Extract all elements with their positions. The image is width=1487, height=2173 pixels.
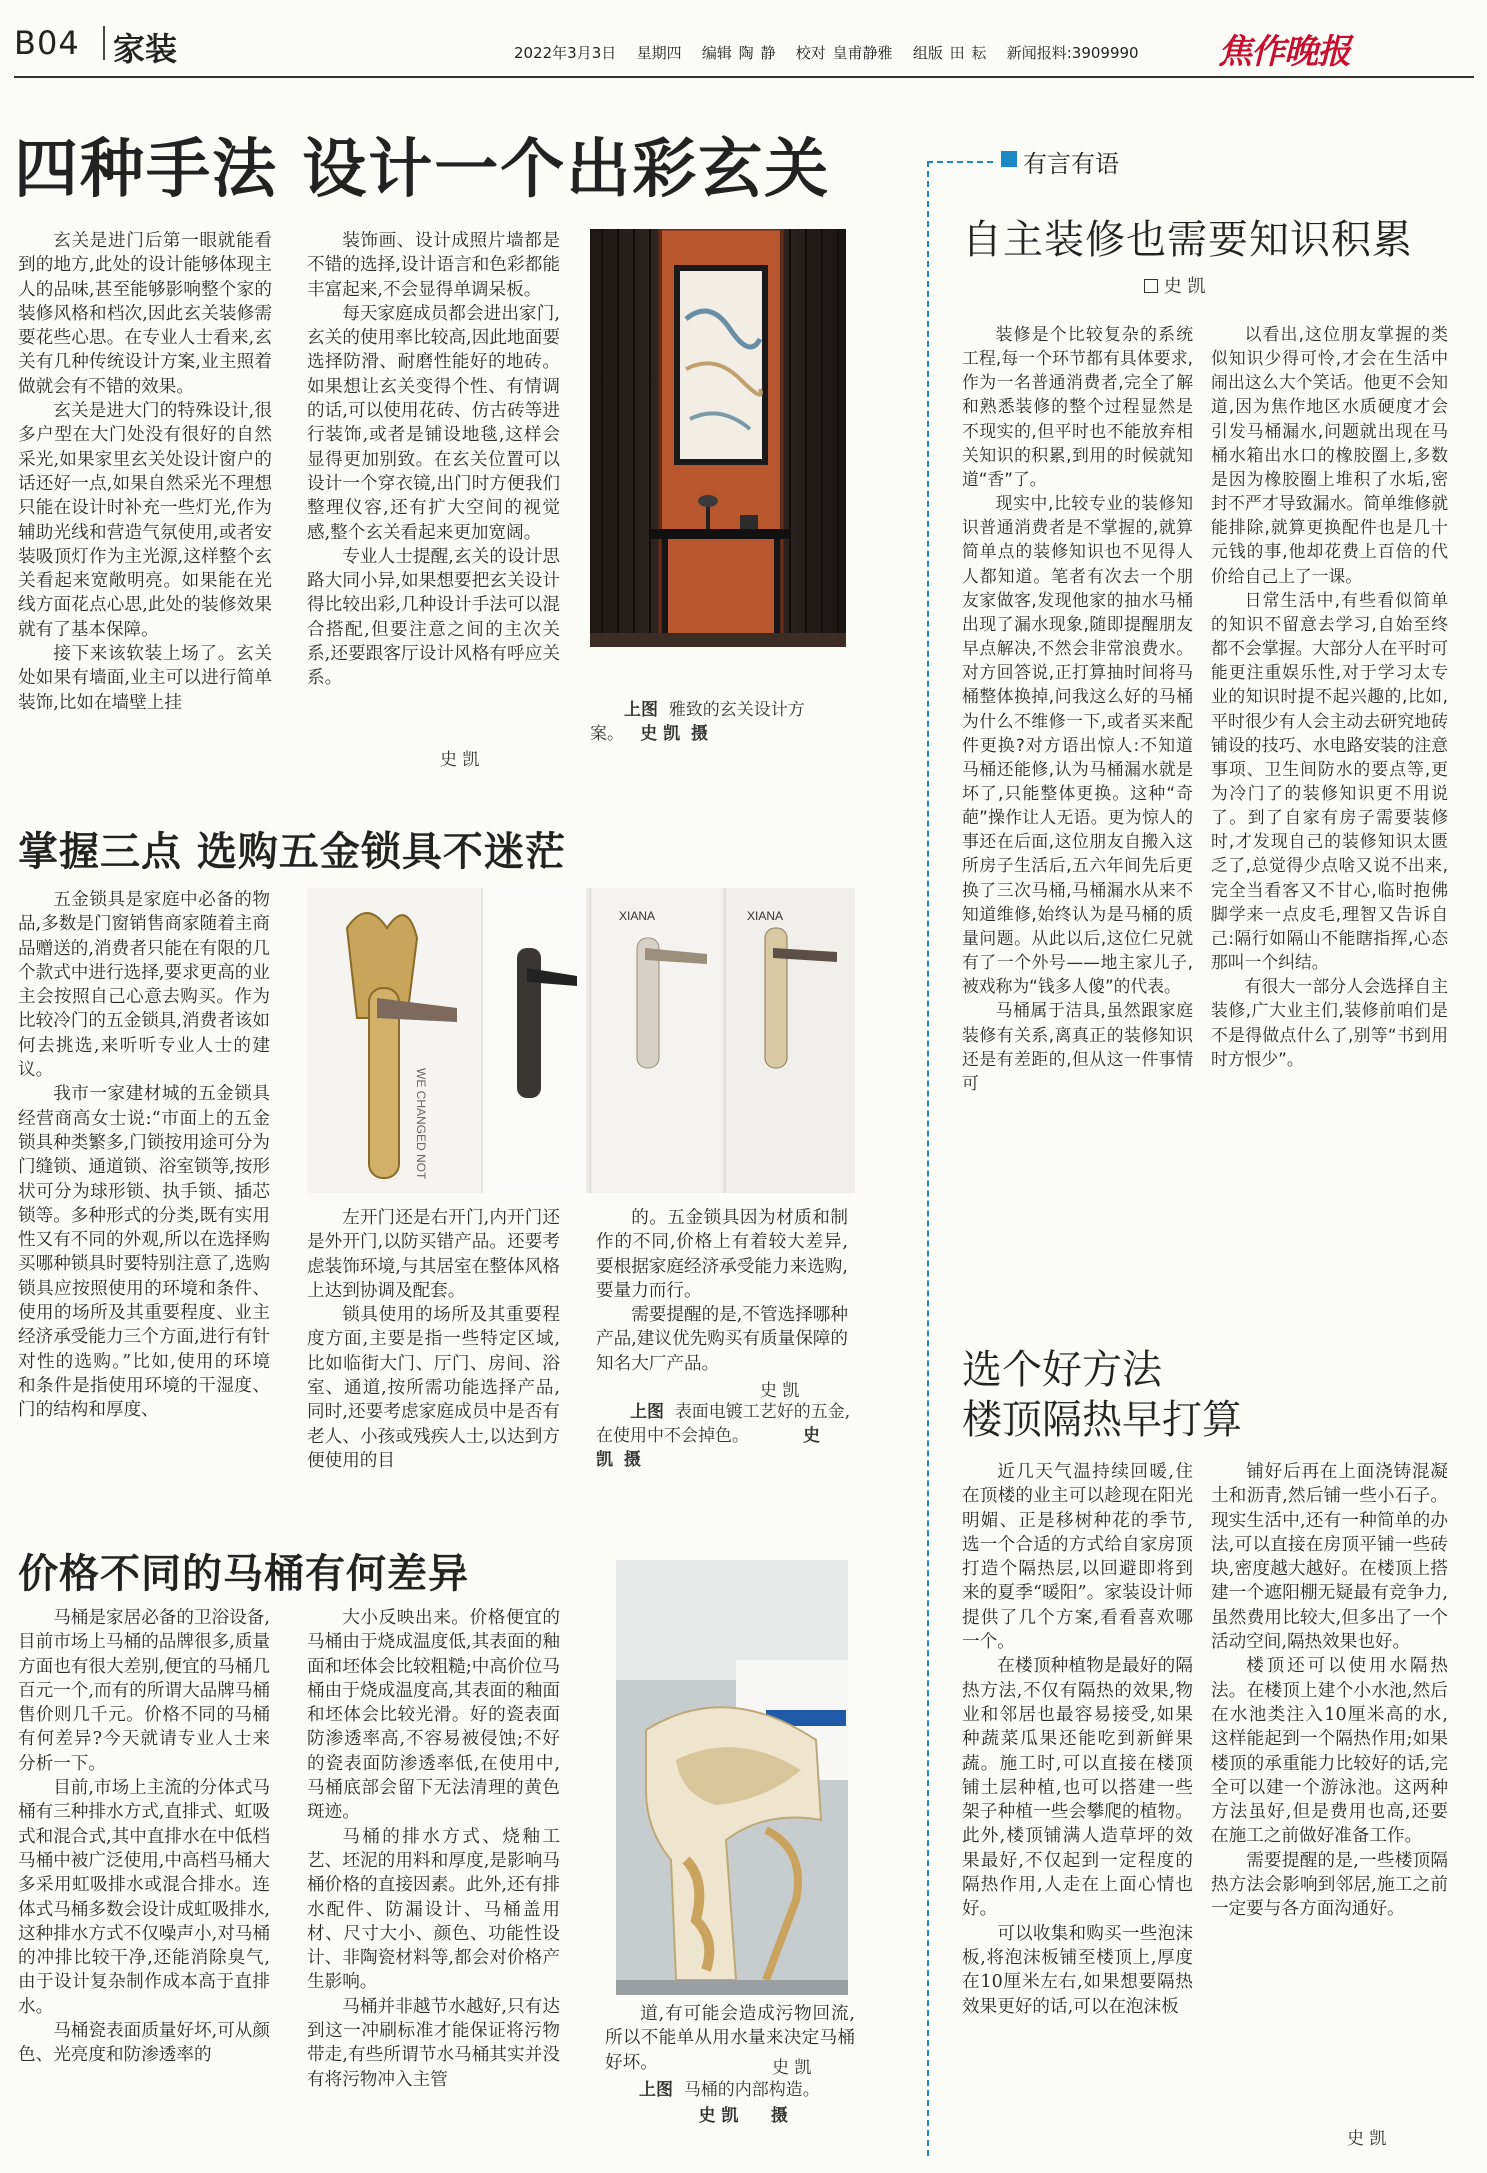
a1-title: 四种手法 设计一个出彩玄关 [14,133,831,207]
header-page-no: B04 [14,24,80,62]
a2-author: 史 凯 [760,1381,800,1401]
a5-p1: 近几天气温持续回暖,住在顶楼的业主可以趁现在阳光明媚、正是移树种花的季节,选一个合适的方式给自家房顶打造个隔热层,以回避即将到来的夏季“暖阳”。家装设计师提供了几个方案,看看喜欢哪一个。 [962,1462,1193,1653]
a3-p6: 马桶并非越节水越好,只有达到这一冲刷标准才能保证将污物带走,有些所谓节水马桶其实并没有将污物冲入主管 [307,1996,560,2090]
a5-author: 史 凯 [1347,2129,1387,2149]
a4-p1: 装修是个比较复杂的系统工程,每一个环节都有具体要求,作为一名普通消费者,完全了解和熟悉装修的整个过程显然是不现实的,但平时也不能放弃相关知识的积累,到用的时候就知道“香”了。 [962,324,1193,489]
a2-p6: 需要提醒的是,不管选择哪种产品,建议优先购买有质量保障的知名大厂产品。 [596,1305,848,1374]
a1-p5: 每天家庭成员都会进出家门,玄关的使用率比较高,因此地面要选择防滑、耐磨性能好的地砖。如果想让玄关变得个性、有情调的话,可以使用花砖、仿古砖等进行装饰,或者是铺设地毯,这样会显得更加别致。在玄关位置可以设计一个穿衣镜,出门时方便我们整理仪容,还有扩大空间的视觉感,整个玄关看起来更加宽阔。 [307,303,560,543]
a2-title: 掌握三点 选购五金锁具不迷茫 [18,829,566,875]
a5-col1 [962,1460,1193,2019]
a1-col1 [18,229,272,715]
right-column-frame [927,161,929,2156]
a2-photo-slogan: WE CHANGED NOT [414,1068,428,1180]
header-weekday: 星期四 [636,44,682,62]
a5-p5: 楼顶还可以使用水隔热法。在楼顶上建个小水池,然后在水池类注入10厘米高的水,这样能起到一个隔热作用;如果楼顶的承重能力比较好的话,完全可以建一个游泳池。这两种方法虽好,但是费用也高,还要在施工之前做好准备工作。 [1211,1656,1448,1847]
header-meta [514,42,1139,63]
a5-col2 [1211,1460,1448,1922]
header-layout: 组版 田 耘 [912,44,987,62]
a3-p3: 马桶瓷表面质量好坏,可从颜色、光亮度和防渗透率的 [18,2021,270,2066]
a3-caption-action: 摄 [770,2106,788,2126]
a5-p6: 需要提醒的是,一些楼顶隔热方法会影响到邻居,施工之前一定要与各方面沟通好。 [1211,1850,1448,1920]
a3-caption-author: 史 凯 [698,2106,739,2126]
column-tag-marker [1001,151,1017,167]
a3-p5: 马桶的排水方式、烧釉工艺、坯泥的用料和厚度,是影响马桶价格的直接因素。此外,还有排水配件、防漏设计、马桶盖用材、尺寸大小、颜色、功能性设计、非陶瓷材料等,都会对价格产生影响。 [307,1826,560,1993]
a1-p6: 专业人士提醒,玄关的设计思路大同小异,如果想要把玄关设计得比较出彩,几种设计手法可以混合搭配,但要注意之间的主次关系,还要跟客厅设计风格有呼应关系。 [307,546,560,689]
a3-caption-text: 马桶的内部构造。 [683,2080,820,2100]
header-logo: 焦作晚报 [1218,32,1350,72]
a1-photo [590,229,846,647]
a2-p3: 左开门还是右开门,内开门还是外开门,以防买错产品。还要考虑装饰环境,与其居室在整体风格上达到协调及配套。 [307,1208,560,1301]
a2-caption-label: 上图 [630,1402,664,1422]
a4-byline [1144,272,1205,298]
a1-caption-label: 上图 [624,700,658,720]
header-editor: 编辑 陶 静 [701,44,776,62]
a2-col1 [18,888,270,1423]
a4-p5: 日常生活中,有些看似简单的知识不留意去学习,自始至终都不会掌握。大部分人在平时可能更注重娱乐性,对于学习太专业的知识时提不起兴趣的,比如,平时很少有人会主动去研究地砖铺设的技巧、水电路安装的注意事项、卫生间防水的要点等,更为冷门了的装修知识更不用说了。到了自家有房子需要装修时,才发现自己的装修知识太匮乏了,总觉得少点啥又说不出来,完全当看客又不甘心,临时抱佛脚学来一点皮毛,理智又告诉自己:隔行如隔山不能瞎指挥,心态那叫一个纠结。 [1211,589,1448,973]
toilet-cutaway-photo-illustration [616,1560,848,1995]
a2-col2 [307,1206,560,1473]
a1-caption [590,698,848,746]
a1-caption-action: 摄 [690,724,708,744]
a3-title: 价格不同的马桶有何差异 [18,1551,469,1597]
a2-caption [596,1400,854,1472]
a4-byline-text: 史 凯 [1163,276,1206,297]
entryway-photo-illustration [590,229,846,647]
a1-caption-text: 雅致的玄关设计方案。 [590,700,805,744]
a3-p2: 目前,市场上主流的分体式马桶有三种排水方式,直排式、虹吸式和混合式,其中直排水在中低档马桶中被广泛使用,中高档马桶大多采用虹吸排水或混合排水。连体式马桶多数会设计成虹吸排水,这种排水方式不仅噪声小,对马桶的冲排比较干净,还能消除臭气,由于设计复杂制作成本高于直排水。 [18,1778,270,2017]
a1-p4: 装饰画、设计成照片墙都是不错的选择,设计语言和色彩都能丰富起来,不会显得单调呆板。 [307,231,560,300]
a2-photo-brand2: XIANA [747,909,784,923]
a4-col1 [962,322,1193,1095]
a1-caption-author: 史 凯 [640,724,681,744]
a3-col2 [307,1606,560,2092]
a1-author: 史 凯 [440,750,480,770]
a3-p7: 道,有可能会造成污物回流,所以不能单从用水量来决定马桶好坏。 [605,2004,855,2073]
a3-caption-label: 上图 [639,2080,673,2100]
a2-p2: 我市一家建材城的五金锁具经营商高女士说:“市面上的五金锁具种类繁多,门锁按用途可分为门缝锁、通道锁、浴室锁等,按形状可分为球形锁、执手锁、插芯锁等。多种形式的分类,既有实用性又有不同的外观,所以在选择购买哪种锁具时要特别注意了,选购锁具应按照使用的环境和条件、使用的场所及其重要程度、业主经济承受能力三个方面,进行有针对性的选购。”比如,使用的环境和条件是指使用环境的干湿度、门的结构和厚度、 [18,1084,270,1421]
header-hotline: 新闻报料:3909990 [1006,44,1139,62]
a5-p2: 在楼顶种植物是最好的隔热方法,不仅有隔热的效果,物业和邻居也最容易接受,如果种蔬菜瓜果还能吃到新鲜果蔬。施工时,可以直接在楼顶铺土层种植,也可以搭建一些架子种植一些会攀爬的植物。此外,楼顶铺满人造草坪的效果最好,不仅起到一定程度的隔热作用,人走在上面心情也好。 [962,1656,1193,1920]
a1-p3: 接下来该软装上场了。玄关处如果有墙面,业主可以进行简单装饰,比如在墙壁上挂 [18,644,272,713]
header-proof: 校对 皇甫静雅 [795,44,893,62]
a4-p4: 以看出,这位朋友掌握的类似知识少得可怜,才会在生活中闹出这么大个笑话。他更不会知道,因为焦作地区水质硬度才会引发马桶漏水,问题就出现在马桶水箱出水口的橡胶圈上,多数是因为橡胶圈上堆积了水垢,密封不严才导致漏水。简单维修就能排除,就算更换配件也是几十元钱的事,他却花费上百倍的代价给自己上了一课。 [1211,324,1448,586]
a4-p2: 现实中,比较专业的装修知识普通消费者是不掌握的,就算简单点的装修知识也不见得人人都知道。笔者有次去一个朋友家做客,发现他家的抽水马桶出现了漏水现象,随即提醒朋友早点解决,不然会非常浪费水。对方回答说,正打算抽时间将马桶整体换掉,问我这么好的马桶为什么不维修一下,或者买来配件更换?对方语出惊人:不知道马桶还能修,认为马桶漏水就是坏了,只能整体更换。这种“奇葩”操作让人无语。更为惊人的事还在后面,这位朋友自搬入这所房子生活后,五六年间先后更换了三次马桶,马桶漏水从来不知道维修,始终认为是马桶的质量问题。从此以后,这位仁兄就有了一个外号——地主家儿子,被戏称为“钱多人傻”的代表。 [962,493,1193,997]
a2-caption-action: 摄 [623,1450,641,1470]
door-locks-photo-illustration [307,888,855,1193]
header-rule [14,76,1474,78]
a2-p4: 锁具使用的场所及其重要程度方面,主要是指一些特定区域,比如临街大门、厅门、房间、浴室、通道,按所需功能选择产品,同时,还要考虑家庭成员中是否有老人、小孩或残疾人士,以达到方便使用的目 [307,1305,560,1471]
a2-p5: 的。五金锁具因为材质和制作的不同,价格上有着较大差异,要根据家庭经济承受能力来选购,要量力而行。 [596,1208,848,1301]
a4-p3: 马桶属于洁具,虽然跟家庭装修有关系,离真正的装修知识还是有差距的,但从这一件事情可 [962,1000,1193,1093]
a2-photo [307,888,855,1193]
a5-p3: 可以收集和购买一些泡沫板,将泡沫板铺至楼顶上,厚度在10厘米左右,如果想要隔热效果更好的话,可以在泡沫板 [962,1923,1193,2017]
a1-col2 [307,229,560,691]
a2-photo-brand1: XIANA [619,909,656,923]
right-column-frame-top [927,161,993,163]
column-tag: 有言有语 [1023,150,1119,178]
header-divider [103,26,105,60]
a2-caption-text: 表面电镀工艺好的五金,在使用中不会掉色。 [596,1402,851,1446]
a3-p1: 马桶是家居必备的卫浴设备,目前市场上马桶的品牌很多,质量方面也有很大差别,便宜的马桶几百元一个,而有的所谓大品牌马桶售价则几千元。价格不同的马桶有何差异?今天就请专业人士来分析一下。 [18,1608,270,1774]
a2-col3 [596,1206,848,1376]
a4-col2 [1211,322,1448,1071]
a2-p1: 五金锁具是家庭中必备的物品,多数是门窗销售商家随着主商品赠送的,消费者只能在有限的几个款式中进行选择,要求更高的业主会按照自己心意去购买。作为比较冷门的五金锁具,消费者该如何去挑选,来听听专业人士的建议。 [18,890,270,1081]
a5-title-line2: 楼顶隔热早打算 [962,1397,1242,1443]
a4-byline-box-icon [1144,279,1158,293]
a2-caption-author: 史 凯 [596,1426,821,1470]
a3-col1 [18,1606,270,2068]
a5-p4: 铺好后再在上面浇铸混凝土和沥青,然后铺一些小石子。现实生活中,还有一种简单的办法,可以直接在房顶平铺一些砖块,密度越大越好。在楼顶上搭建一个遮阳棚无疑最有竞争力,虽然费用比较大,但多出了一个活动空间,隔热效果也好。 [1211,1462,1448,1653]
header-section: 家装 [113,30,178,68]
a4-p6: 有很大一部分人会选择自主装修,广大业主们,装修前咱们是不是得做点什么了,别等“书到用时方恨少”。 [1211,976,1448,1069]
a4-title: 自主装修也需要知识积累 [962,217,1413,263]
a1-p2: 玄关是进大门的特殊设计,很多户型在大门处没有很好的自然采光,如果家里玄关处设计窗户的话还好一点,如果自然采光不理想只能在设计时补充一些灯光,作为辅助光线和营造气氛使用,或者安装吸顶灯作为主光源,这样整个玄关看起来宽敞明亮。如果能在光线方面花点心思,此处的装修效果就有了基本保障。 [18,401,272,640]
a3-caption [605,2077,863,2129]
a5-title-line1: 选个好方法 [962,1347,1162,1393]
a3-photo [616,1560,848,1995]
header-date: 2022年3月3日 [514,44,617,62]
a3-p4: 大小反映出来。价格便宜的马桶由于烧成温度低,其表面的釉面和坯体会比较粗糙;中高价位马桶由于烧成温度高,其表面的釉面和坯体会比较光滑。好的瓷表面防渗透率高,不容易被侵蚀;不好的瓷表面防渗透率低,在使用中,马桶底部会留下无法清理的黄色斑迹。 [307,1608,560,1823]
a3-author: 史 凯 [772,2058,812,2078]
a1-p1: 玄关是进门后第一眼就能看到的地方,此处的设计能够体现主人的品味,甚至能够影响整个家的装修风格和档次,因此玄关装修需要花些心思。在专业人士看来,玄关有几种传统设计方案,业主照着做就会有不错的效果。 [18,231,272,397]
